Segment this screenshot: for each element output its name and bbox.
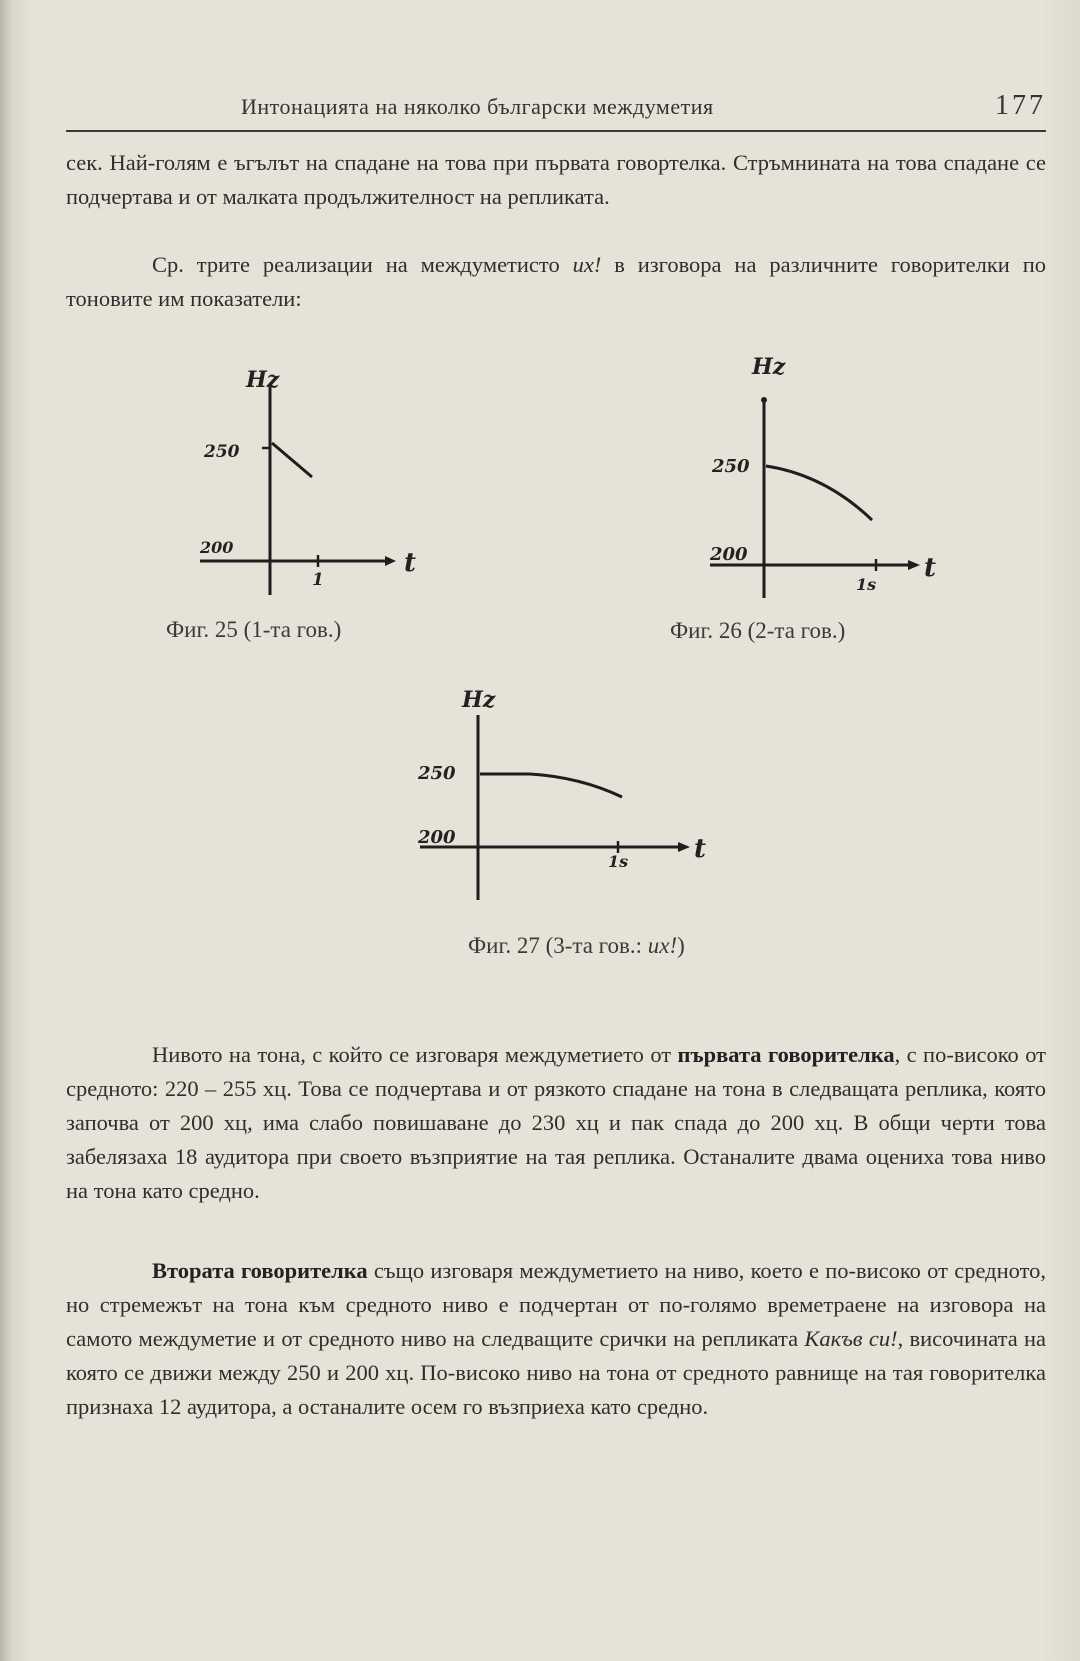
paragraph-2-end: в изговора на различните говорителки по тоновите им показатели: [66, 252, 1046, 311]
figure-27 [410, 685, 730, 958]
first-speaker-term: първата говорителка [677, 1042, 895, 1067]
figure-25-x-axis-label: t [404, 548, 417, 578]
figure-27-caption-start: Фиг. 27 (3-та гов.: [468, 933, 648, 958]
phrase-kakav-si: Какъв си! [804, 1326, 898, 1351]
paragraph-4-end: , височината на която се движи между 250 и 200 хц. По-високо ниво на тона от средното равнище на тая говорителка признаха 12 аудитора, а останалите осем го възприеха като средно. [66, 1326, 1046, 1419]
figure-27-contour [480, 774, 622, 797]
figure-25 [166, 355, 440, 642]
figure-25-x-tick-label: 1 [312, 570, 324, 590]
figure-26-y-low-label: 200 [710, 544, 748, 565]
figure-27-y-low-label: 200 [418, 827, 456, 848]
paragraph-2-start: Ср. трите реализации на междуметисто [152, 252, 573, 277]
figure-27-y-axis-label: Hz [462, 687, 496, 713]
figure-27-x-axis-label: t [694, 834, 707, 864]
figure-26-y-high-label: 250 [712, 456, 750, 477]
figure-27-x-arrow [678, 842, 690, 852]
figure-26-y-axis-cap [761, 397, 767, 403]
figure-27-graph [410, 685, 730, 915]
paragraph-3-end: , с по-високо от средното: 220 – 255 хц. Това се подчертава и от рязкото спадане на тона в следващата реплика, която започва от 200 хц, има слабо повишаване до 230 хц и пак спада до 200 хц. В общи черти това забелязаха 18 аудитора при своето възприятие на тая реплика. Останалите двама оцениха това ниво на тона като средно. [66, 1042, 1046, 1203]
figure-27-caption-end: ) [677, 933, 685, 958]
figure-26-x-arrow [908, 560, 920, 570]
figure-25-y-high-label: 250 [204, 442, 240, 462]
interjection-ux: ux! [572, 252, 602, 277]
paragraph-1: сек. Най-голям е ъгълът на спадане на това при първата говортелка. Стръмнината на това спадане се подчертава и от малката продължителност на репликата. [66, 150, 1046, 209]
figure-26-x-axis-label: t [924, 553, 937, 583]
figure-26-caption: Фиг. 26 (2-та гов.) [670, 618, 846, 643]
running-head [66, 88, 1046, 128]
figure-27-x-tick-label: 1s [608, 852, 629, 871]
paragraph-3 [66, 1038, 1046, 1208]
figure-26 [670, 350, 960, 643]
figure-27-caption [468, 933, 685, 959]
paragraph-4-middle: също изговаря междуметието на ниво, което е по-високо от средното, но стремежът на тона към средното ниво е подчертан от по-голямо времетраене на изговора на самото междуметие и от средното ниво на следващите срички на репликата [66, 1258, 1046, 1351]
figure-26-x-tick-label: 1s [856, 575, 877, 594]
figure-25-graph [190, 355, 440, 590]
figure-27-y-high-label: 250 [418, 763, 456, 784]
figure-25-y-axis-label: Hz [246, 367, 280, 393]
figure-26-y-axis-label: Hz [752, 354, 786, 380]
figure-25-y-low-label: 200 [200, 538, 234, 557]
figure-26-graph [700, 350, 960, 594]
paragraph-2 [66, 248, 1046, 316]
second-speaker-term: Втората говорителка [152, 1258, 368, 1283]
figure-25-x-arrow [385, 556, 396, 566]
running-title: Интонацията на няколко български междуметия [241, 94, 714, 119]
figure-25-contour [272, 443, 312, 477]
paragraph-4 [66, 1254, 1046, 1424]
paragraph-3-start: Нивото на тона, с който се изговаря междуметието от [152, 1042, 678, 1067]
figure-27-caption-word: ux! [647, 933, 678, 958]
figure-25-caption: Фиг. 25 (1-та гов.) [166, 617, 342, 642]
figure-26-contour [766, 466, 872, 520]
page-number: 177 [995, 90, 1046, 121]
header-rule [66, 130, 1046, 132]
